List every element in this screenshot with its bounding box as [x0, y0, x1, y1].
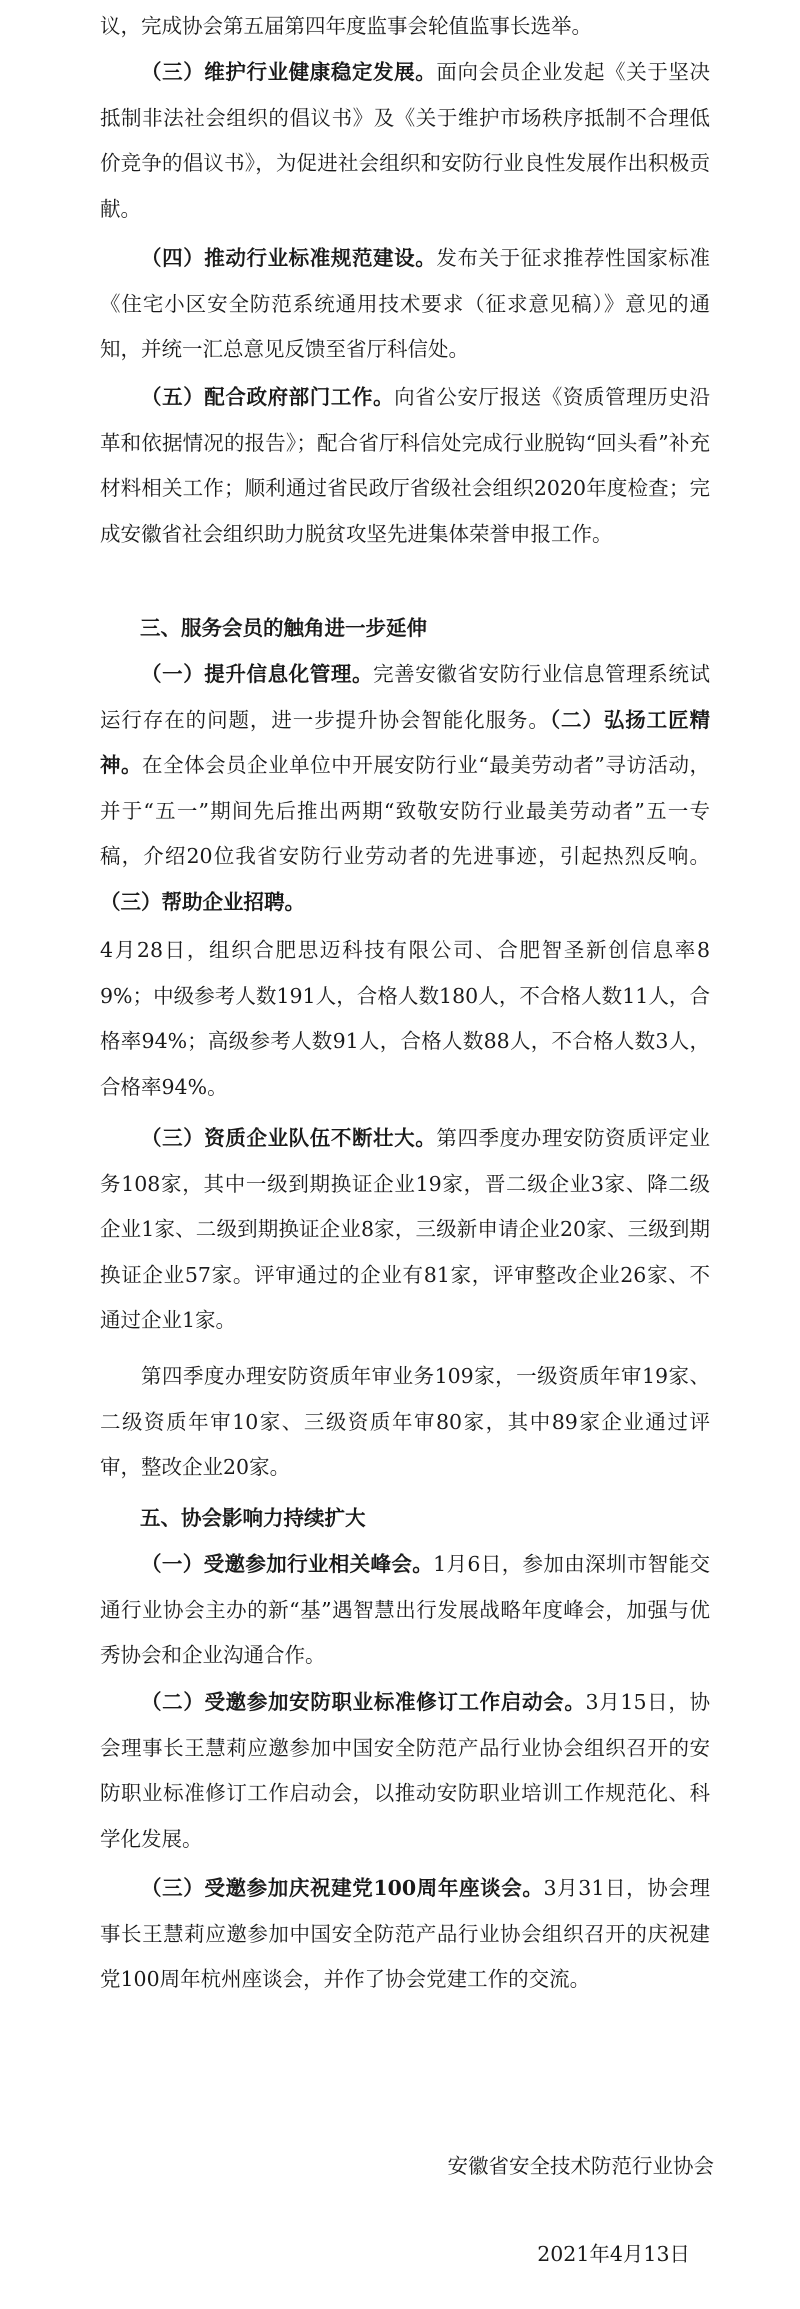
signature-date: 2021年4月13日: [537, 2242, 690, 2266]
paragraph-industry-stability: [100, 50, 710, 232]
paragraph-text: 议，完成协会第五届第四年度监事会轮值监事长选举。: [100, 14, 592, 38]
paragraph-lead: （三）受邀参加庆祝建党100周年座谈会。: [141, 1876, 544, 1900]
section-heading-influence: 五、协会影响力持续扩大: [140, 1506, 366, 1530]
section-heading-member-services: 三、服务会员的触角进一步延伸: [140, 616, 427, 640]
paragraph-text: 面向会员企业发起《关于坚决抵制非法社会组织的倡议书》及《关于维护市场秩序抵制不合理低价竞争的倡议书》，为促进社会组织和安防行业良性发展作出积极贡献。: [100, 60, 711, 221]
paragraph-text: 3月15日，协会理事长王慧莉应邀参加中国安全防范产品行业协会组织召开的安防职业标准修订工作启动会，以推动安防职业培训工作规范化、科学化发展。: [100, 1690, 710, 1851]
paragraph-text: 第四季度办理安防资质评定业务108家，其中一级到期换证企业19家，晋二级企业3家、降二级企业1家、二级到期换证企业8家，三级新申请企业20家、三级到期换证企业57家。评审通过的企业有81家，评审整改企业26家、不通过企业1家。: [100, 1126, 711, 1332]
paragraph-text: 完善安徽省安防行业信息管理系统试运行存在的问题，进一步提升协会智能化服务。: [100, 662, 711, 732]
paragraph-annual-review: [100, 1354, 710, 1491]
paragraph-lead: （一）提升信息化管理。: [141, 662, 374, 686]
paragraph-standards: [100, 236, 710, 373]
signature-organization: 安徽省安全技术防范行业协会: [447, 2154, 714, 2178]
paragraph-member-services: [100, 652, 710, 925]
paragraph-government-work: [100, 375, 710, 557]
paragraph-exam-results: [100, 928, 710, 1110]
paragraph-supervisory-election: [100, 4, 710, 50]
paragraph-lead: （四）推动行业标准规范建设。: [141, 246, 437, 270]
paragraph-lead: （二）弘扬工匠精神。: [100, 707, 710, 777]
paragraph-standard-revision: [100, 1680, 710, 1862]
paragraph-lead: （五）配合政府部门工作。: [141, 385, 395, 409]
paragraph-lead: （二）受邀参加安防职业标准修订工作启动会。: [141, 1690, 586, 1714]
paragraph-lead: （三）帮助企业招聘。: [100, 889, 305, 914]
paragraph-lead: （三）维护行业健康稳定发展。: [141, 60, 437, 84]
paragraph-text: 3月31日，协会理事长王慧莉应邀参加中国安全防范产品行业协会组织召开的庆祝建党100周年杭州座谈会，并作了协会党建工作的交流。: [100, 1876, 710, 1991]
paragraph-lead: （三）资质企业队伍不断壮大。: [141, 1126, 437, 1150]
paragraph-text: 向省公安厅报送《资质管理历史沿革和依据情况的报告》；配合省厅科信处完成行业脱钩“回头看”补充材料相关工作；顺利通过省民政厅省级社会组织2020年度检查；完成安徽省社会组织助力脱贫攻坚先进集体荣誉申报工作。: [100, 385, 711, 546]
paragraph-text: 1月6日，参加由深圳市智能交通行业协会主办的新“基”遇智慧出行发展战略年度峰会，加强与优秀协会和企业沟通合作。: [100, 1552, 710, 1667]
paragraph-text: 在全体会员企业单位中开展安防行业“最美劳动者”寻访活动，并于“五一”期间先后推出两期“致敬安防行业最美劳动者”五一专稿，介绍20位我省安防行业劳动者的先进事迹，引起热烈反响。: [100, 753, 711, 868]
paragraph-summit: [100, 1542, 710, 1679]
paragraph-qualification-growth: [100, 1116, 710, 1344]
paragraph-text: 第四季度办理安防资质年审业务109家，一级资质年审19家、二级资质年审10家、三级资质年审80家，其中89家企业通过评审，整改企业20家。: [100, 1364, 710, 1479]
paragraph-text: 4月28日，组织合肥思迈科技有限公司、合肥智圣新创信息率89%；中级参考人数191人，合格人数180人，不合格人数11人，合格率94%；高级参考人数91人，合格人数88人，不合格人数3人，合格率94%。: [100, 938, 710, 1099]
paragraph-lead: （一）受邀参加行业相关峰会。: [141, 1552, 434, 1576]
paragraph-party-anniversary: [100, 1866, 710, 2003]
paragraph-text: 发布关于征求推荐性国家标准《住宅小区安全防范系统通用技术要求（征求意见稿）》意见的通知，并统一汇总意见反馈至省厅科信处。: [100, 246, 711, 361]
